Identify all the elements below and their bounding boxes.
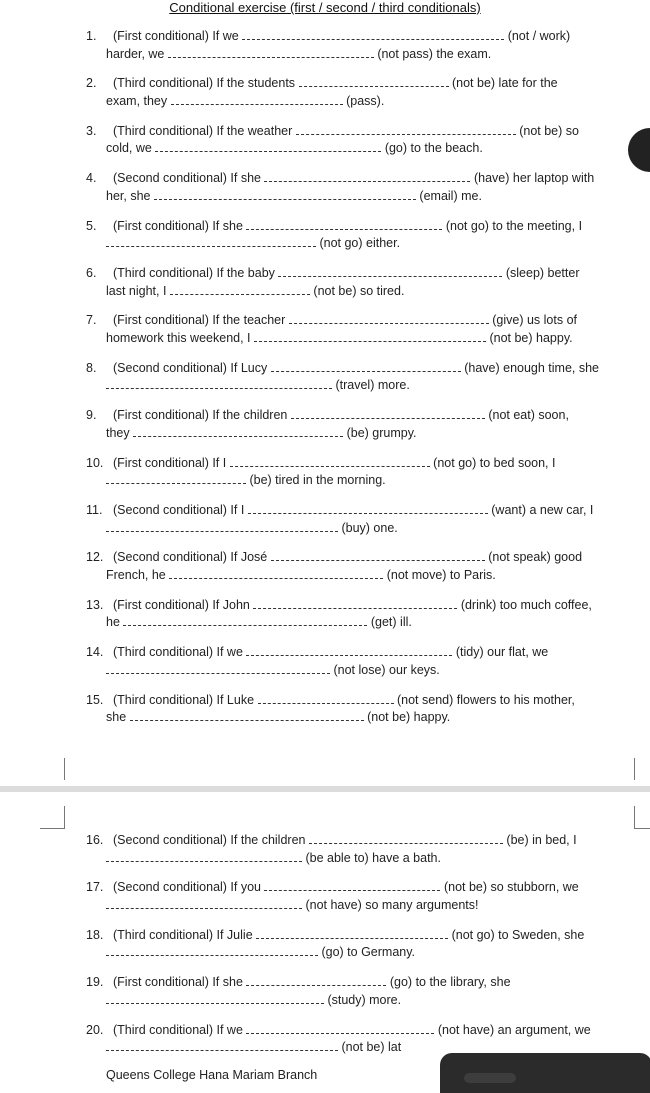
answer-blank[interactable] [171,93,343,105]
answer-blank[interactable] [106,472,246,484]
exercise-text: (not be) so stubborn, we [440,880,579,895]
exercise-text: (drink) too much coffee, [457,597,592,612]
page-corner-mark-right [634,758,635,780]
exercise-text: (not lose) our keys. [330,662,440,677]
answer-blank[interactable] [169,567,383,579]
exercise-line-2 [86,850,634,868]
exercise-number: 13. [86,597,104,612]
exercise-item [86,75,634,110]
answer-blank[interactable] [246,644,452,656]
exercise-number: 12. [86,550,104,565]
exercise-text: (not eat) soon, [484,408,569,423]
answer-blank[interactable] [246,974,386,986]
exercise-text: (First conditional) If we [113,29,243,43]
answer-blank[interactable] [133,425,343,437]
exercise-number: 5. [86,218,97,233]
exercise-line-2 [86,662,634,680]
answer-blank[interactable] [106,897,302,909]
exercise-text: (email) me. [415,188,482,203]
exercise-text: he [106,615,124,630]
answer-blank[interactable] [246,1022,434,1034]
exercise-text: (be able to) have a bath. [302,850,441,865]
exercise-text: (not speak) good [484,550,583,565]
exercise-number: 19. [86,975,104,990]
exercise-text: (Third conditional) If the weather [113,123,296,138]
exercise-text: (Third conditional) If the baby [113,266,279,280]
exercise-number: 16. [86,833,104,847]
exercise-line-1 [113,266,580,280]
exercise-text: (Second conditional) If you [113,880,265,895]
exercise-item [86,360,634,395]
exercise-item [86,170,634,205]
answer-blank[interactable] [130,709,364,721]
exercise-number: 11. [86,503,103,517]
exercise-line-2 [86,709,634,727]
answer-blank[interactable] [106,850,302,862]
exercise-line-2 [86,897,634,915]
exercise-item [86,1022,634,1057]
exercise-line-2 [86,472,634,490]
exercise-item [86,832,634,867]
answer-blank[interactable] [230,455,430,467]
exercise-line-1 [113,503,593,517]
exercise-text: (travel) more. [332,378,410,393]
exercise-line-2 [86,520,634,538]
exercise-text: (First conditional) If the teacher [113,313,289,328]
exercise-line-1 [113,598,592,612]
exercise-line-1 [113,124,579,138]
exercise-item [86,927,634,962]
exercise-text: (tidy) our flat, we [452,645,549,660]
answer-blank[interactable] [123,614,367,626]
exercise-text: (First conditional) If the children [113,408,291,423]
exercise-number: 9. [86,408,97,423]
exercise-line-2 [86,425,634,443]
exercise-number: 1. [86,29,97,43]
exercise-text: (have) her laptop with [470,171,595,186]
exercise-line-2 [86,93,634,111]
exercise-line-1 [113,219,582,233]
page-corner-mark-left [64,758,65,780]
exercise-item [86,692,634,727]
exercise-text: (Third conditional) If Luke [113,692,258,707]
exercise-number: 17. [86,880,104,895]
exercise-text: (not be) so [515,123,579,138]
exercise-text: (not go) to Sweden, she [448,927,585,942]
worksheet-title: Conditional exercise (first / second / third conditionals) [169,0,481,15]
exercise-text: (not go) to bed soon, I [429,455,556,470]
exercise-item [86,123,634,158]
worksheet-page-2 [0,792,650,1080]
exercise-item [86,502,634,537]
exercise-text: exam, they [106,93,171,108]
exercise-number: 8. [86,360,97,375]
answer-blank[interactable] [309,832,503,844]
exercise-text: harder, we [106,46,168,61]
exercise-line-2 [86,944,634,962]
exercise-text: (not go) to the meeting, I [442,218,583,233]
answer-blank[interactable] [106,377,332,389]
page-corner-mark-right-v [634,806,635,828]
answer-blank[interactable] [242,28,504,40]
answer-blank[interactable] [106,1039,338,1051]
exercise-text: (not be) lat [338,1040,402,1055]
exercise-line-1 [113,550,582,564]
exercise-line-1 [113,313,577,327]
exercise-text: (Second conditional) If the children [113,833,309,847]
answer-blank[interactable] [289,312,489,324]
exercise-line-1 [113,76,558,90]
exercise-number: 4. [86,171,97,186]
exercise-number: 2. [86,76,97,91]
exercise-text: last night, I [106,283,170,298]
exercise-text: (be) in bed, I [502,833,577,847]
answer-blank[interactable] [168,46,374,58]
exercise-line-1 [113,880,579,894]
exercise-text: (Second conditional) If I [113,503,248,517]
exercise-text: (go) to the beach. [381,141,483,156]
exercise-item [86,312,634,347]
exercise-item [86,644,634,679]
exercise-text: (sleep) better [502,266,580,280]
exercise-text: (not pass) the exam. [373,46,492,61]
exercise-line-2 [86,567,634,585]
exercise-text: cold, we [106,141,156,156]
exercise-text: she [106,710,130,725]
exercise-text: (want) a new car, I [487,503,594,517]
exercise-line-2 [86,614,634,632]
exercise-line-2 [86,188,634,206]
exercise-item [86,265,634,300]
exercise-text: (get) ill. [367,615,412,630]
exercise-line-2 [86,140,634,158]
answer-blank[interactable] [106,944,318,956]
exercise-text: (not be) happy. [363,710,451,725]
exercise-line-1 [113,456,555,470]
exercise-item [86,974,634,1009]
answer-blank[interactable] [248,502,488,514]
exercise-text: (not have) an argument, we [434,1022,591,1037]
answer-blank[interactable] [296,123,516,135]
exercise-line-2 [86,330,634,348]
exercise-text: (First conditional) If she [113,975,247,990]
exercise-item [86,879,634,914]
floating-toolbar[interactable] [440,1053,650,1093]
exercise-number: 15. [86,692,104,707]
answer-blank[interactable] [155,140,381,152]
exercise-text: (study) more. [324,992,402,1007]
exercise-text: (not / work) [504,29,571,43]
exercise-text: (Third conditional) If we [113,645,247,660]
exercise-item [86,549,634,584]
answer-blank[interactable] [106,662,330,674]
exercise-number: 20. [86,1022,104,1037]
exercise-line-1 [113,928,584,942]
exercise-item [86,28,634,63]
exercise-text: (First conditional) If I [113,455,230,470]
exercise-number: 3. [86,123,97,138]
exercise-line-1 [113,408,569,422]
page-corner-mark-left-v [64,806,65,828]
exercise-text: (Second conditional) If José [113,550,271,565]
exercise-text: (Third conditional) If the students [113,76,299,91]
toolbar-handle[interactable] [464,1073,516,1083]
answer-blank[interactable] [254,330,486,342]
answer-blank[interactable] [291,407,485,419]
exercise-item [86,597,634,632]
page-corner-mark-left-h [40,828,65,829]
exercise-text: (not have) so many arguments! [302,897,479,912]
exercise-line-1 [113,29,570,43]
exercise-line-1 [113,975,511,989]
answer-blank[interactable] [258,692,394,704]
exercise-text: (buy) one. [338,520,398,535]
exercise-text: (Third conditional) If we [113,1022,247,1037]
exercise-line-1 [113,693,575,707]
answer-blank[interactable] [264,879,440,891]
exercise-number: 10. [86,455,104,470]
answer-blank[interactable] [106,235,316,247]
exercise-text: (Second conditional) If Lucy [113,360,271,375]
exercise-text: (be) grumpy. [343,425,417,440]
exercise-text: (go) to the library, she [386,975,511,990]
exercise-line-2 [86,46,634,64]
answer-blank[interactable] [106,520,338,532]
exercise-text: (Third conditional) If Julie [113,927,257,942]
exercise-text: (First conditional) If she [113,218,247,233]
answer-blank[interactable] [299,75,449,87]
answer-blank[interactable] [106,992,324,1004]
footer-school-name: Queens College Hana Mariam Branch [106,1068,318,1082]
exercise-text: (not be) happy. [486,330,573,345]
exercise-line-1 [113,645,548,659]
exercise-number: 6. [86,266,97,280]
answer-blank[interactable] [246,218,442,230]
exercise-text: homework this weekend, I [106,330,254,345]
exercise-text: (not be) late for the [448,76,558,91]
exercise-line-2 [86,377,634,395]
page-corner-mark-right-h [634,828,650,829]
exercise-text: (not move) to Paris. [383,567,496,582]
exercise-item [86,455,634,490]
exercise-line-1 [113,361,599,375]
exercise-line-2 [86,235,634,253]
exercise-text: (not send) flowers to his mother, [393,692,575,707]
answer-blank[interactable] [253,597,457,609]
exercise-text: (give) us lots of [488,313,578,328]
exercise-text: (Second conditional) If she [113,171,265,186]
exercise-text: (be) tired in the morning. [246,473,386,488]
exercise-text: French, he [106,567,170,582]
exercise-text: (not go) either. [316,236,401,251]
answer-blank[interactable] [278,265,502,277]
exercise-item [86,218,634,253]
exercise-line-2 [86,992,634,1010]
answer-blank[interactable] [271,360,461,372]
exercise-text: (not be) so tired. [309,283,405,298]
exercise-text: (go) to Germany. [318,945,416,960]
answer-blank[interactable] [154,188,416,200]
answer-blank[interactable] [264,170,470,182]
exercise-text: (have) enough time, she [460,360,600,375]
answer-blank[interactable] [256,927,448,939]
exercise-number: 18. [86,927,104,942]
exercise-item [86,407,634,442]
exercise-line-1 [113,833,577,847]
exercise-number: 7. [86,313,97,328]
answer-blank[interactable] [271,549,485,561]
answer-blank[interactable] [170,283,310,295]
exercise-line-1 [113,171,594,185]
exercise-line-2 [86,283,634,301]
exercise-number: 14. [86,645,104,660]
exercise-line-1 [113,1023,591,1037]
exercise-text: her, she [106,188,154,203]
exercise-text: they [106,425,134,440]
exercise-text: (pass). [342,93,385,108]
exercise-text: (First conditional) If John [113,597,254,612]
